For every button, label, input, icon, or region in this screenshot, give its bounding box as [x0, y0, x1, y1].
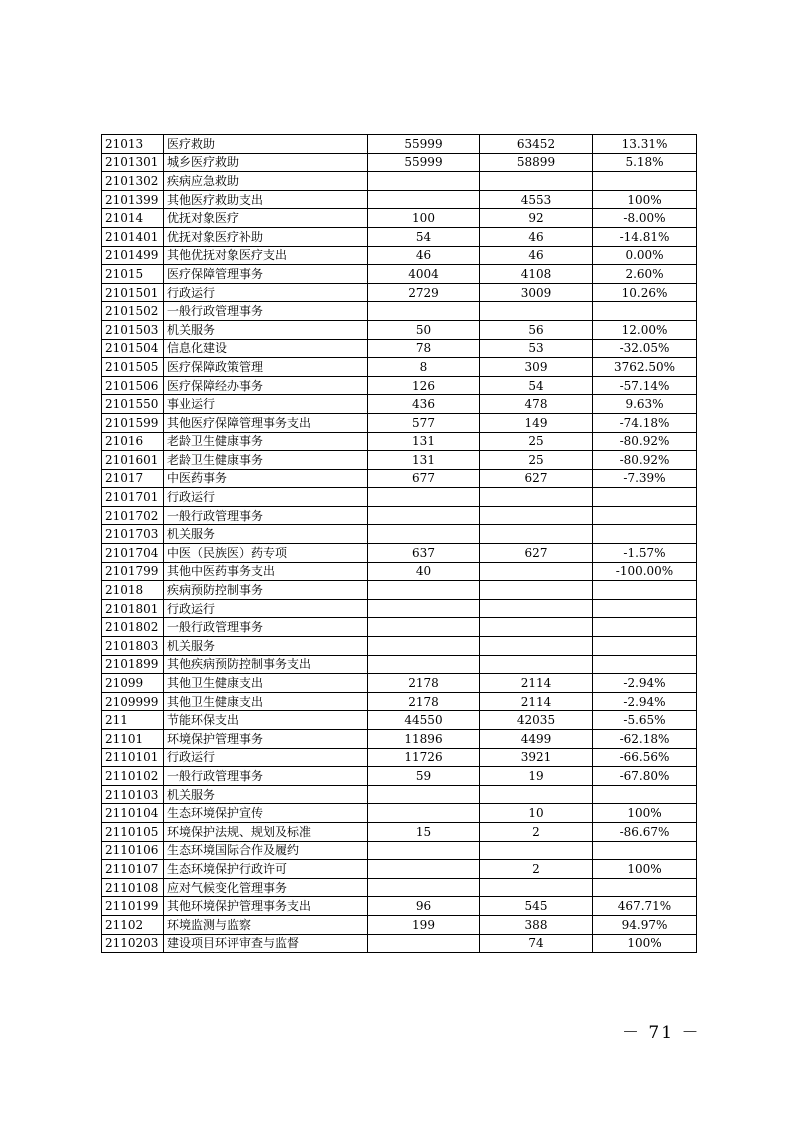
table-row [102, 153, 697, 172]
account-code-cell: 2101601 [102, 451, 164, 470]
current-amount-cell: 25 [480, 451, 593, 470]
change-percent-cell [593, 785, 697, 804]
change-percent-cell [593, 878, 697, 897]
previous-amount-cell: 15 [368, 822, 480, 841]
account-name-cell: 应对气候变化管理事务 [164, 878, 368, 897]
change-percent-cell: -66.56% [593, 748, 697, 767]
change-percent-cell [593, 506, 697, 525]
account-code-cell: 211 [102, 711, 164, 730]
account-name-cell: 医疗保障政策管理 [164, 358, 368, 377]
table-row [102, 246, 697, 265]
account-name-cell: 节能环保支出 [164, 711, 368, 730]
current-amount-cell: 54 [480, 376, 593, 395]
previous-amount-cell: 50 [368, 320, 480, 339]
previous-amount-cell: 44550 [368, 711, 480, 730]
current-amount-cell: 2114 [480, 674, 593, 693]
current-amount-cell [480, 506, 593, 525]
change-percent-cell: -14.81% [593, 227, 697, 246]
account-name-cell: 一般行政管理事务 [164, 767, 368, 786]
account-code-cell: 2101801 [102, 599, 164, 618]
current-amount-cell: 478 [480, 395, 593, 414]
previous-amount-cell: 2729 [368, 283, 480, 302]
table-row [102, 804, 697, 823]
current-amount-cell [480, 488, 593, 507]
current-amount-cell: 19 [480, 767, 593, 786]
account-name-cell: 老龄卫生健康事务 [164, 451, 368, 470]
account-name-cell: 其他中医药事务支出 [164, 562, 368, 581]
table-row [102, 544, 697, 563]
table-row [102, 358, 697, 377]
account-code-cell: 2101803 [102, 637, 164, 656]
table-row [102, 227, 697, 246]
previous-amount-cell [368, 934, 480, 953]
table-row [102, 897, 697, 916]
previous-amount-cell: 131 [368, 432, 480, 451]
previous-amount-cell: 78 [368, 339, 480, 358]
account-code-cell: 21101 [102, 730, 164, 749]
account-code-cell: 2110199 [102, 897, 164, 916]
current-amount-cell [480, 525, 593, 544]
previous-amount-cell [368, 804, 480, 823]
table-row [102, 283, 697, 302]
change-percent-cell [593, 488, 697, 507]
table-row [102, 320, 697, 339]
account-code-cell: 2110101 [102, 748, 164, 767]
change-percent-cell [593, 637, 697, 656]
account-code-cell: 2101506 [102, 376, 164, 395]
current-amount-cell: 53 [480, 339, 593, 358]
previous-amount-cell [368, 581, 480, 600]
previous-amount-cell: 4004 [368, 265, 480, 284]
change-percent-cell [593, 655, 697, 674]
table-row [102, 376, 697, 395]
previous-amount-cell [368, 599, 480, 618]
account-code-cell: 2110108 [102, 878, 164, 897]
change-percent-cell: 3762.50% [593, 358, 697, 377]
current-amount-cell: 25 [480, 432, 593, 451]
account-code-cell: 2110203 [102, 934, 164, 953]
previous-amount-cell [368, 190, 480, 209]
table-row [102, 135, 697, 154]
current-amount-cell: 56 [480, 320, 593, 339]
change-percent-cell: -2.94% [593, 692, 697, 711]
current-amount-cell [480, 618, 593, 637]
current-amount-cell: 2114 [480, 692, 593, 711]
account-code-cell: 2101501 [102, 283, 164, 302]
account-code-cell: 2101502 [102, 302, 164, 321]
table-row [102, 711, 697, 730]
change-percent-cell [593, 841, 697, 860]
account-name-cell: 机关服务 [164, 785, 368, 804]
account-code-cell: 2110103 [102, 785, 164, 804]
account-code-cell: 2101401 [102, 227, 164, 246]
current-amount-cell: 10 [480, 804, 593, 823]
table-row [102, 413, 697, 432]
table-row [102, 599, 697, 618]
previous-amount-cell: 436 [368, 395, 480, 414]
previous-amount-cell [368, 302, 480, 321]
current-amount-cell: 3921 [480, 748, 593, 767]
account-code-cell: 2101499 [102, 246, 164, 265]
table-row [102, 748, 697, 767]
account-name-cell: 环境监测与监察 [164, 915, 368, 934]
account-name-cell: 机关服务 [164, 525, 368, 544]
table-row [102, 692, 697, 711]
account-code-cell: 2109999 [102, 692, 164, 711]
previous-amount-cell [368, 878, 480, 897]
account-code-cell: 21102 [102, 915, 164, 934]
previous-amount-cell: 55999 [368, 135, 480, 154]
table-row [102, 302, 697, 321]
account-name-cell: 中医药事务 [164, 469, 368, 488]
account-name-cell: 优抚对象医疗补助 [164, 227, 368, 246]
current-amount-cell: 149 [480, 413, 593, 432]
previous-amount-cell: 199 [368, 915, 480, 934]
current-amount-cell: 3009 [480, 283, 593, 302]
change-percent-cell: -2.94% [593, 674, 697, 693]
account-code-cell: 21018 [102, 581, 164, 600]
account-name-cell: 医疗救助 [164, 135, 368, 154]
table-row [102, 878, 697, 897]
account-name-cell: 其他疾病预防控制事务支出 [164, 655, 368, 674]
change-percent-cell: 13.31% [593, 135, 697, 154]
current-amount-cell [480, 581, 593, 600]
account-code-cell: 2110106 [102, 841, 164, 860]
change-percent-cell: 100% [593, 190, 697, 209]
previous-amount-cell: 131 [368, 451, 480, 470]
table-row [102, 860, 697, 879]
current-amount-cell [480, 599, 593, 618]
account-name-cell: 一般行政管理事务 [164, 302, 368, 321]
current-amount-cell: 46 [480, 227, 593, 246]
change-percent-cell: 0.00% [593, 246, 697, 265]
change-percent-cell: 467.71% [593, 897, 697, 916]
change-percent-cell [593, 302, 697, 321]
table-row [102, 822, 697, 841]
current-amount-cell: 4499 [480, 730, 593, 749]
current-amount-cell [480, 637, 593, 656]
table-row [102, 172, 697, 191]
table-row [102, 265, 697, 284]
account-name-cell: 行政运行 [164, 748, 368, 767]
change-percent-cell: -74.18% [593, 413, 697, 432]
account-code-cell: 21013 [102, 135, 164, 154]
change-percent-cell: 2.60% [593, 265, 697, 284]
current-amount-cell: 74 [480, 934, 593, 953]
current-amount-cell: 58899 [480, 153, 593, 172]
current-amount-cell: 388 [480, 915, 593, 934]
account-code-cell: 2101550 [102, 395, 164, 414]
current-amount-cell: 627 [480, 544, 593, 563]
account-name-cell: 其他卫生健康支出 [164, 692, 368, 711]
previous-amount-cell [368, 655, 480, 674]
page-number: － 71 － [622, 1023, 701, 1043]
account-code-cell: 2101899 [102, 655, 164, 674]
account-name-cell: 一般行政管理事务 [164, 618, 368, 637]
current-amount-cell [480, 785, 593, 804]
account-name-cell: 环境保护法规、规划及标准 [164, 822, 368, 841]
change-percent-cell [593, 599, 697, 618]
previous-amount-cell: 637 [368, 544, 480, 563]
change-percent-cell [593, 525, 697, 544]
account-code-cell: 2101301 [102, 153, 164, 172]
change-percent-cell: 94.97% [593, 915, 697, 934]
account-name-cell: 医疗保障管理事务 [164, 265, 368, 284]
previous-amount-cell [368, 172, 480, 191]
current-amount-cell: 309 [480, 358, 593, 377]
previous-amount-cell: 46 [368, 246, 480, 265]
account-code-cell: 2101504 [102, 339, 164, 358]
account-code-cell: 21099 [102, 674, 164, 693]
previous-amount-cell: 40 [368, 562, 480, 581]
change-percent-cell: -100.00% [593, 562, 697, 581]
account-code-cell: 21015 [102, 265, 164, 284]
change-percent-cell: -62.18% [593, 730, 697, 749]
account-name-cell: 其他环境保护管理事务支出 [164, 897, 368, 916]
account-name-cell: 行政运行 [164, 488, 368, 507]
table-row [102, 209, 697, 228]
account-code-cell: 2101399 [102, 190, 164, 209]
account-code-cell: 2110105 [102, 822, 164, 841]
change-percent-cell: -8.00% [593, 209, 697, 228]
table-row [102, 655, 697, 674]
account-name-cell: 机关服务 [164, 320, 368, 339]
table-row [102, 339, 697, 358]
account-code-cell: 21017 [102, 469, 164, 488]
account-name-cell: 环境保护管理事务 [164, 730, 368, 749]
account-code-cell: 2101703 [102, 525, 164, 544]
change-percent-cell: 12.00% [593, 320, 697, 339]
change-percent-cell: -5.65% [593, 711, 697, 730]
change-percent-cell: 9.63% [593, 395, 697, 414]
account-name-cell: 行政运行 [164, 283, 368, 302]
previous-amount-cell: 100 [368, 209, 480, 228]
previous-amount-cell: 8 [368, 358, 480, 377]
table-row [102, 915, 697, 934]
change-percent-cell: -1.57% [593, 544, 697, 563]
table-row [102, 618, 697, 637]
change-percent-cell: 5.18% [593, 153, 697, 172]
previous-amount-cell: 577 [368, 413, 480, 432]
account-code-cell: 2101702 [102, 506, 164, 525]
current-amount-cell [480, 655, 593, 674]
budget-table [101, 134, 697, 953]
current-amount-cell: 46 [480, 246, 593, 265]
table-row [102, 730, 697, 749]
current-amount-cell [480, 841, 593, 860]
previous-amount-cell: 96 [368, 897, 480, 916]
change-percent-cell [593, 581, 697, 600]
current-amount-cell [480, 562, 593, 581]
table-row [102, 488, 697, 507]
change-percent-cell [593, 618, 697, 637]
current-amount-cell: 2 [480, 822, 593, 841]
previous-amount-cell [368, 506, 480, 525]
table-row [102, 767, 697, 786]
current-amount-cell: 4553 [480, 190, 593, 209]
account-code-cell: 2101701 [102, 488, 164, 507]
change-percent-cell: -80.92% [593, 451, 697, 470]
table-row [102, 469, 697, 488]
account-name-cell: 其他优抚对象医疗支出 [164, 246, 368, 265]
account-code-cell: 2110102 [102, 767, 164, 786]
change-percent-cell: 10.26% [593, 283, 697, 302]
change-percent-cell: -80.92% [593, 432, 697, 451]
account-name-cell: 优抚对象医疗 [164, 209, 368, 228]
account-name-cell: 信息化建设 [164, 339, 368, 358]
previous-amount-cell [368, 488, 480, 507]
account-name-cell: 城乡医疗救助 [164, 153, 368, 172]
account-name-cell: 疾病应急救助 [164, 172, 368, 191]
previous-amount-cell: 11726 [368, 748, 480, 767]
change-percent-cell: -57.14% [593, 376, 697, 395]
account-code-cell: 2101799 [102, 562, 164, 581]
previous-amount-cell: 126 [368, 376, 480, 395]
account-code-cell: 21014 [102, 209, 164, 228]
account-code-cell: 21016 [102, 432, 164, 451]
table-row [102, 581, 697, 600]
table-row [102, 525, 697, 544]
change-percent-cell: 100% [593, 934, 697, 953]
account-name-cell: 老龄卫生健康事务 [164, 432, 368, 451]
previous-amount-cell: 54 [368, 227, 480, 246]
account-name-cell: 生态环境国际合作及履约 [164, 841, 368, 860]
table-row [102, 190, 697, 209]
current-amount-cell [480, 302, 593, 321]
account-code-cell: 2101704 [102, 544, 164, 563]
current-amount-cell: 545 [480, 897, 593, 916]
account-name-cell: 建设项目环评审查与监督 [164, 934, 368, 953]
budget-table-body [102, 135, 697, 953]
current-amount-cell: 2 [480, 860, 593, 879]
change-percent-cell: -67.80% [593, 767, 697, 786]
table-row [102, 934, 697, 953]
change-percent-cell: 100% [593, 804, 697, 823]
previous-amount-cell: 2178 [368, 674, 480, 693]
current-amount-cell: 4108 [480, 265, 593, 284]
account-name-cell: 疾病预防控制事务 [164, 581, 368, 600]
table-row [102, 785, 697, 804]
previous-amount-cell [368, 525, 480, 544]
account-name-cell: 其他医疗保障管理事务支出 [164, 413, 368, 432]
table-row [102, 395, 697, 414]
account-name-cell: 医疗保障经办事务 [164, 376, 368, 395]
change-percent-cell: -32.05% [593, 339, 697, 358]
table-row [102, 637, 697, 656]
account-name-cell: 一般行政管理事务 [164, 506, 368, 525]
current-amount-cell [480, 878, 593, 897]
account-code-cell: 2101802 [102, 618, 164, 637]
account-code-cell: 2110107 [102, 860, 164, 879]
previous-amount-cell: 2178 [368, 692, 480, 711]
account-name-cell: 行政运行 [164, 599, 368, 618]
current-amount-cell: 92 [480, 209, 593, 228]
table-row [102, 674, 697, 693]
previous-amount-cell [368, 841, 480, 860]
account-name-cell: 中医（民族医）药专项 [164, 544, 368, 563]
account-name-cell: 其他医疗救助支出 [164, 190, 368, 209]
account-name-cell: 其他卫生健康支出 [164, 674, 368, 693]
current-amount-cell: 63452 [480, 135, 593, 154]
table-row [102, 506, 697, 525]
table-row [102, 562, 697, 581]
account-code-cell: 2101302 [102, 172, 164, 191]
account-name-cell: 机关服务 [164, 637, 368, 656]
account-code-cell: 2101505 [102, 358, 164, 377]
table-row [102, 451, 697, 470]
change-percent-cell: -7.39% [593, 469, 697, 488]
previous-amount-cell: 55999 [368, 153, 480, 172]
current-amount-cell: 627 [480, 469, 593, 488]
current-amount-cell: 42035 [480, 711, 593, 730]
account-name-cell: 生态环境保护宣传 [164, 804, 368, 823]
current-amount-cell [480, 172, 593, 191]
table-row [102, 432, 697, 451]
change-percent-cell [593, 172, 697, 191]
change-percent-cell: -86.67% [593, 822, 697, 841]
previous-amount-cell [368, 785, 480, 804]
previous-amount-cell [368, 637, 480, 656]
table-row [102, 841, 697, 860]
previous-amount-cell [368, 618, 480, 637]
account-code-cell: 2101503 [102, 320, 164, 339]
previous-amount-cell: 11896 [368, 730, 480, 749]
previous-amount-cell: 677 [368, 469, 480, 488]
change-percent-cell: 100% [593, 860, 697, 879]
previous-amount-cell: 59 [368, 767, 480, 786]
previous-amount-cell [368, 860, 480, 879]
account-name-cell: 事业运行 [164, 395, 368, 414]
account-name-cell: 生态环境保护行政许可 [164, 860, 368, 879]
account-code-cell: 2101599 [102, 413, 164, 432]
account-code-cell: 2110104 [102, 804, 164, 823]
